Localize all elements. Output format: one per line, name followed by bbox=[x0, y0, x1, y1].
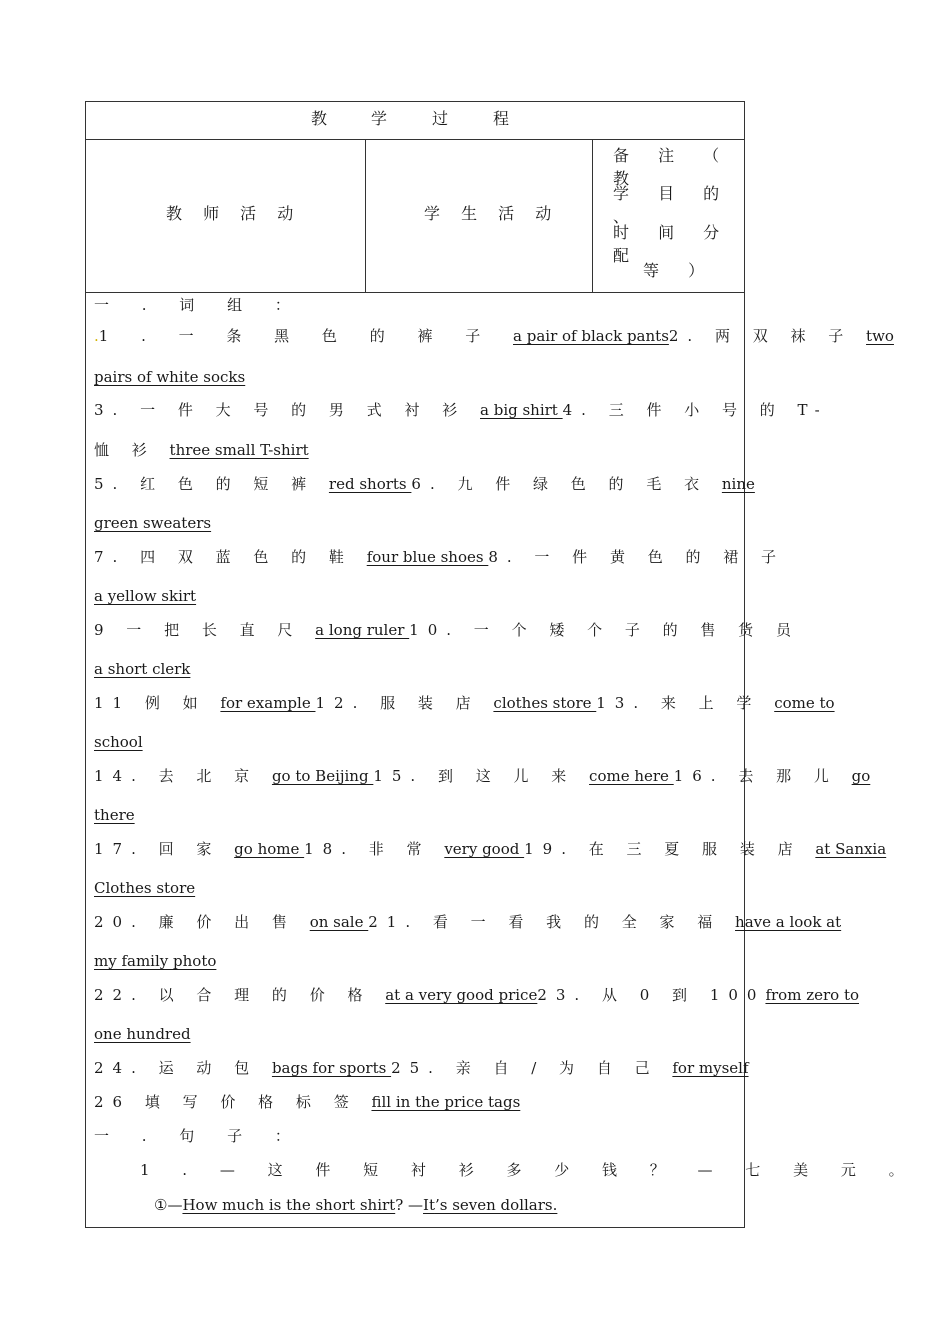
sentence-answer: ①—How much is the short shirt? —It’s seven dollars. bbox=[154, 1196, 558, 1214]
phrase-line: 24. 运 动 包 bags for sports 25. 亲 自 / 为 自 己 for myself bbox=[94, 1059, 749, 1077]
phrase-line: 恤 衫 three small T-shirt bbox=[94, 441, 309, 459]
notes-line: 等 ） bbox=[643, 261, 717, 280]
teacher-activity-header: 教 师 活 动 bbox=[166, 204, 302, 223]
notes-line: 时 间 分 配 bbox=[613, 223, 732, 265]
phrase-line: 11 例 如 for example 12. 服 装 店 clothes store 13. 来 上 学 come to bbox=[94, 694, 835, 712]
phrase-line: Clothes store bbox=[94, 879, 196, 897]
phrase-line: 14. 去 北 京 go to Beijing 15. 到 这 儿 来 come here 16. 去 那 儿 go bbox=[94, 767, 871, 785]
notes-line: 备 注 （ 教 bbox=[613, 146, 732, 188]
notes-line: 学 目 的 、 bbox=[613, 184, 732, 226]
sentence-question: 1 . — 这 件 短 衬 衫 多 少 钱 ？ — 七 美 元 。 bbox=[140, 1161, 918, 1179]
title-row bbox=[86, 102, 744, 140]
phrase-line: there bbox=[94, 806, 135, 824]
title-char: 过 bbox=[432, 109, 449, 128]
phrase-line: 5. 红 色 的 短 裤 red shorts 6. 九 件 绿 色 的 毛 衣 nine bbox=[94, 475, 755, 493]
phrase-line: a yellow skirt bbox=[94, 587, 197, 605]
phrase-line: a short clerk bbox=[94, 660, 191, 678]
phrase-line: 22. 以 合 理 的 价 格 at a very good price23. 从 0 到 100from zero to bbox=[94, 986, 860, 1004]
phrase-line: one hundred bbox=[94, 1025, 191, 1043]
lesson-table bbox=[85, 101, 918, 1228]
phrase-line: 17. 回 家 go home 18. 非 常 very good 19. 在 三 夏 服 装 店 at Sanxia bbox=[94, 840, 887, 858]
phrase-line: school bbox=[94, 733, 143, 751]
section-heading: 一 . 句 子 ： bbox=[94, 1127, 304, 1145]
student-activity-header: 学 生 活 动 bbox=[424, 204, 560, 223]
notes-header bbox=[593, 139, 744, 292]
phrase-line: 26 填 写 价 格 标 签 fill in the price tags bbox=[94, 1093, 521, 1111]
phrase-line: 20. 廉 价 出 售 on sale 21. 看 一 看 我 的 全 家 福 have a look at bbox=[94, 913, 842, 931]
title-char: 程 bbox=[493, 109, 510, 128]
phrase-line: .1 . 一 条 黑 色 的 裤 子 a pair of black pants2. 两 双 袜 子 two bbox=[94, 327, 894, 345]
phrase-line: 7. 四 双 蓝 色 的 鞋 four blue shoes 8. 一 件 黄 色 的 裙 子 bbox=[94, 548, 786, 566]
phrase-line: green sweaters bbox=[94, 514, 212, 532]
phrase-line: 9 一 把 长 直 尺 a long ruler 10. 一 个 矮 个 子 的 售 货 员 bbox=[94, 621, 800, 639]
phrase-line: 3. 一 件 大 号 的 男 式 衬 衫 a big shirt 4. 三 件 小 号 的 T- bbox=[94, 401, 829, 419]
title-char: 学 bbox=[371, 109, 388, 128]
phrase-line: my family photo bbox=[94, 952, 217, 970]
header-row bbox=[86, 139, 744, 293]
phrase-line: pairs of white socks bbox=[94, 368, 246, 386]
title-char: 教 bbox=[311, 109, 328, 128]
column-divider bbox=[365, 139, 366, 292]
section-heading: 一 . 词 组 ： bbox=[94, 296, 304, 314]
